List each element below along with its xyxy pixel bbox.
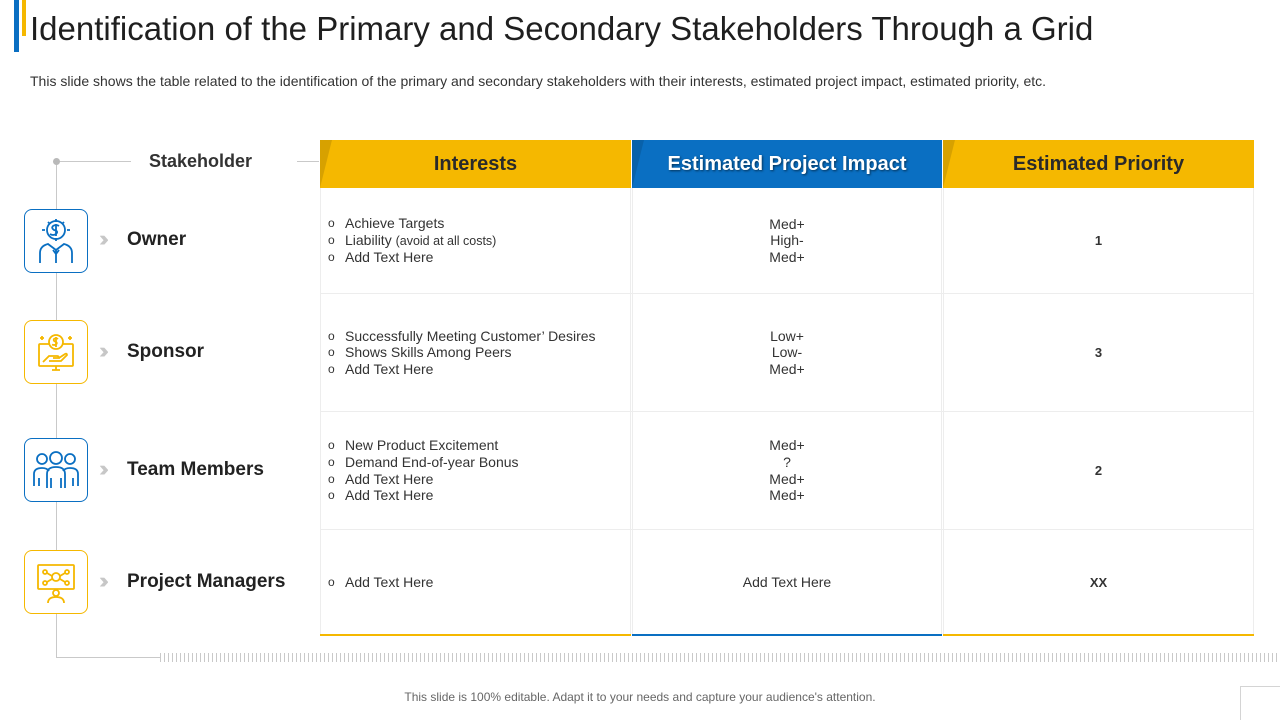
footer-note: This slide is 100% editable. Adapt it to your needs and capture your audience's attention. bbox=[404, 690, 876, 704]
interests-list bbox=[320, 574, 631, 591]
chevron-right-icon: ››› bbox=[99, 226, 103, 251]
sponsor-icon-box bbox=[24, 320, 88, 384]
project-managers-icon-box bbox=[24, 550, 88, 614]
stakeholder-label-project-managers: Project Managers bbox=[127, 571, 286, 592]
list-item: o Add Text Here bbox=[320, 471, 631, 488]
table-row-project-managers-impact bbox=[632, 530, 942, 634]
ruler-ticks bbox=[160, 653, 1278, 662]
impact-value: Med+ High- Med+ bbox=[769, 215, 805, 265]
interests-list bbox=[320, 437, 631, 503]
timeline-dot bbox=[53, 158, 60, 165]
hand-money-monitor-icon bbox=[34, 330, 78, 374]
title-accent-blue bbox=[14, 0, 19, 52]
list-item: o New Product Excitement bbox=[320, 437, 631, 454]
manager-presentation-icon bbox=[34, 560, 78, 604]
header-fold bbox=[320, 140, 332, 188]
title-accent-yellow bbox=[22, 0, 26, 36]
priority-value: 3 bbox=[1094, 345, 1103, 360]
header-fold bbox=[943, 140, 955, 188]
corner-mark bbox=[1240, 686, 1241, 720]
impact-value: Med+ ? Med+ Med+ bbox=[769, 437, 805, 504]
table-row-owner-interests bbox=[320, 188, 631, 293]
impact-value: Low+ Low- Med+ bbox=[769, 327, 805, 377]
table-row-owner-priority bbox=[943, 188, 1254, 293]
page-subtitle: This slide shows the table related to the identification of the primary and secondary stakeholders with their interests, estimated project impact, estimated priority, etc. bbox=[30, 73, 1047, 89]
list-item: o Successfully Meeting Customer’ Desires bbox=[320, 328, 631, 345]
column-header-priority bbox=[943, 140, 1254, 188]
list-item: o Add Text Here bbox=[320, 361, 631, 378]
list-item: o Add Text Here bbox=[320, 487, 631, 504]
list-item: o Liability (avoid at all costs) bbox=[320, 232, 631, 250]
chevron-right-icon: ››› bbox=[99, 456, 103, 481]
column-header-priority-label: Estimated Priority bbox=[1012, 152, 1185, 175]
table-row-sponsor-impact bbox=[632, 294, 942, 411]
interests-list bbox=[320, 328, 631, 378]
stakeholder-label-owner: Owner bbox=[127, 229, 187, 250]
column-bottom-border bbox=[320, 634, 631, 636]
stakeholder-header: Stakeholder bbox=[149, 151, 253, 171]
timeline-bottom-line bbox=[56, 657, 160, 658]
table-row-team-members-interests bbox=[320, 412, 631, 529]
chevron-right-icon: ››› bbox=[99, 338, 103, 363]
stakeholder-label-sponsor: Sponsor bbox=[127, 341, 205, 362]
table-row-team-members-priority bbox=[943, 412, 1254, 529]
table-row-project-managers-priority bbox=[943, 530, 1254, 634]
list-item: o Achieve Targets bbox=[320, 215, 631, 232]
page-title: Identification of the Primary and Secondary Stakeholders Through a Grid bbox=[30, 10, 1094, 47]
stakeholder-header-line-left bbox=[56, 161, 131, 162]
column-header-interests bbox=[320, 140, 631, 188]
interest-note: (avoid at all costs) bbox=[395, 233, 497, 248]
column-header-interests-label: Interests bbox=[433, 152, 518, 175]
team-members-icon-box bbox=[24, 438, 88, 502]
column-bottom-border bbox=[943, 634, 1254, 636]
corner-mark bbox=[1240, 686, 1280, 687]
column-bottom-border bbox=[632, 634, 942, 636]
header-fold bbox=[632, 140, 644, 188]
businessman-dollar-icon bbox=[36, 218, 76, 264]
list-item: o Demand End-of-year Bonus bbox=[320, 454, 631, 471]
team-group-icon bbox=[31, 450, 81, 490]
table-row-owner-impact bbox=[632, 188, 942, 293]
list-item: o Add Text Here bbox=[320, 249, 631, 266]
priority-value: XX bbox=[1089, 574, 1108, 590]
table-row-project-managers-interests bbox=[320, 530, 631, 634]
priority-value: 1 bbox=[1094, 233, 1103, 248]
column-header-impact-label: Estimated Project Impact bbox=[667, 152, 907, 175]
impact-value: Add Text Here bbox=[742, 573, 832, 590]
owner-icon-box bbox=[24, 209, 88, 273]
list-item: o Shows Skills Among Peers bbox=[320, 344, 631, 361]
table-row-sponsor-interests bbox=[320, 294, 631, 411]
table-row-team-members-impact bbox=[632, 412, 942, 529]
chevron-right-icon: ››› bbox=[99, 568, 103, 593]
stakeholder-label-team-members: Team Members bbox=[127, 459, 264, 480]
column-header-impact bbox=[632, 140, 942, 188]
stakeholder-header-line-right bbox=[297, 161, 319, 162]
list-item: o Add Text Here bbox=[320, 574, 631, 591]
interests-list bbox=[320, 215, 631, 266]
table-row-sponsor-priority bbox=[943, 294, 1254, 411]
priority-value: 2 bbox=[1094, 463, 1103, 478]
